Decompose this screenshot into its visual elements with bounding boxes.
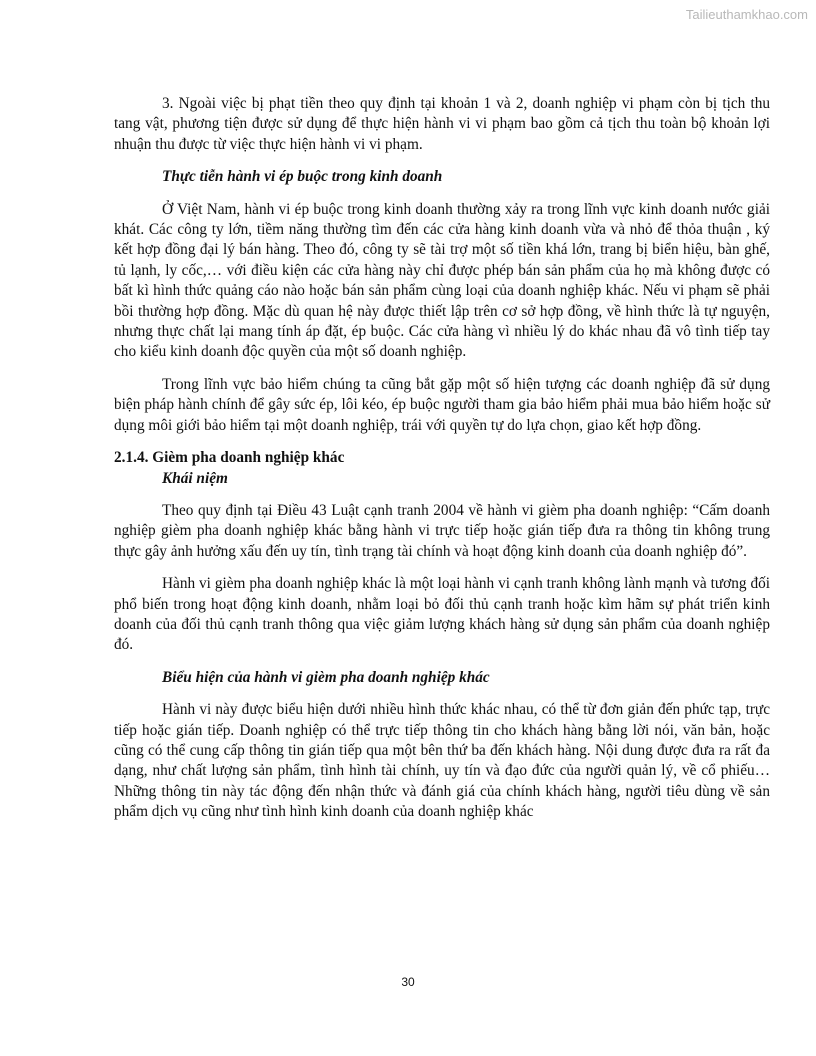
subheading-coercion-practice: Thực tiễn hành vi ép buộc trong kinh doanh <box>162 168 443 186</box>
page-number: 30 <box>401 975 415 989</box>
section-title-2-1-4: 2.1.4. Gièm pha doanh nghiệp khác <box>114 449 345 467</box>
paragraph-definition: Hành vi gièm pha doanh nghiệp khác là một loại hành vi cạnh tranh không lành mạnh và tương đối phổ biến trong hoạt động kinh doanh, nhằm loại bỏ đối thủ cạnh tranh hoặc kìm hãm sự phát triển kinh doanh của đối thủ cạnh tranh thông qua việc giảm lượng khách hàng sử dụng sản phẩm của doanh nghiệp đó. <box>114 575 770 654</box>
paragraph-manifestations: Hành vi này được biểu hiện dưới nhiều hình thức khác nhau, có thể từ đơn giản đến phức tạp, trực tiếp hoặc gián tiếp. Doanh nghiệp có thể trực tiếp thông tin cho khách hàng bằng lời nói, văn bản, hoặc cũng có thể cung cấp thông tin gián tiếp qua một bên thứ ba đến khách hàng. Nội dung được đưa ra rất đa dạng, như chất lượng sản phẩm, tình hình tài chính, uy tín và đạo đức của người quản lý, về cổ phiếu…Những thông tin này tác động đến nhận thức và đánh giá của chính khách hàng, người tiêu dùng về sản phẩm dịch vụ cũng như tình hình kinh doanh của doanh nghiệp khác <box>114 701 770 821</box>
document-body <box>114 94 770 823</box>
paragraph-article-43: Theo quy định tại Điều 43 Luật cạnh tranh 2004 về hành vi gièm pha doanh nghiệp: “Cấm doanh nghiệp gièm pha doanh nghiệp khác bằng hành vi trực tiếp hoặc gián tiếp đưa ra thông tin không trung thực gây ảnh hưởng xấu đến uy tín, tình trạng tài chính và hoạt động kinh doanh của doanh nghiệp đó”. <box>114 501 770 560</box>
paragraph-insurance-example: Trong lĩnh vực bảo hiểm chúng ta cũng bắt gặp một số hiện tượng các doanh nghiệp đã sử dụng biện pháp hành chính để gây sức ép, lôi kéo, ép buộc người tham gia bảo hiểm phải mua bảo hiểm hoặc sử dụng môi giới bảo hiểm tại một doanh nghiệp, trái với quyền tự do lựa chọn, giao kết hợp đồng. <box>114 375 770 434</box>
subheading-concept: Khái niệm <box>162 469 228 487</box>
paragraph-penalty-clause-3: 3. Ngoài việc bị phạt tiền theo quy định tại khoản 1 và 2, doanh nghiệp vi phạm còn bị tịch thu tang vật, phương tiện được sử dụng để thực hiện hành vi vi phạm bao gồm cả tịch thu toàn bộ khoản lợi nhuận thu được từ việc thực hiện hành vi vi phạm. <box>114 95 770 153</box>
subheading-manifestations: Biểu hiện của hành vi gièm pha doanh nghiệp khác <box>162 668 490 686</box>
paragraph-beverage-example: Ở Việt Nam, hành vi ép buộc trong kinh doanh thường xảy ra trong lĩnh vực kinh doanh nước giải khát. Các công ty lớn, tiềm năng thường tìm đến các cửa hàng kinh doanh vừa và nhỏ để thỏa thuận , ký kết hợp đồng đại lý bán hàng. Theo đó, công ty sẽ tài trợ một số tiền khá lớn, trang bị biển hiệu, bàn ghế, tủ lạnh, ly cốc,… với điều kiện các cửa hàng này chỉ được phép bán sản phẩm của họ mà không được có bất kì hình thức quảng cáo nào hoặc bán sản phẩm cùng loại của doanh nghiệp khác. Nếu vi phạm sẽ phải bồi thường hợp đồng. Mặc dù quan hệ này được thiết lập trên cơ sở hợp đồng, về hình thức là tự nguyện, nhưng thực chất lại mang tính áp đặt, ép buộc. Các cửa hàng vì nhiều lý do khác nhau đã vô tình tiếp tay cho kiểu kinh doanh độc quyền của một số doanh nghiệp. <box>114 200 770 361</box>
watermark-text: Tailieuthamkhao.com <box>685 7 808 22</box>
